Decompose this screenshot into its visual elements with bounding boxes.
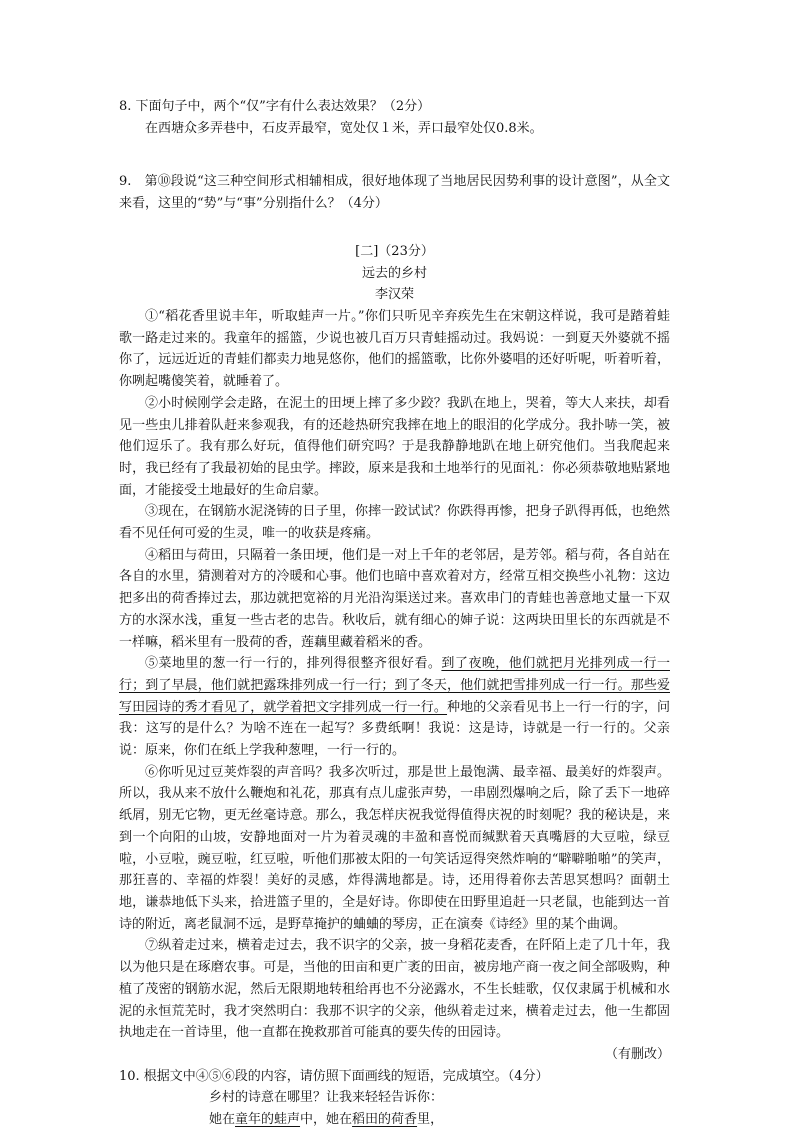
- article-title: 远去的乡村: [361, 265, 427, 281]
- q10-underlined-2: 稻田的荷香: [352, 1112, 418, 1128]
- paragraph-5-intro: ⑤菜地里的葱一行一行的，排列得很整齐很好看。: [145, 656, 442, 672]
- paragraph-7: ⑦纵着走过来，横着走过去，我不识字的父亲，披一身稻花麦香，在阡陌上走了几十年，我以为他只是在琢磨农事。可是，当他的田亩和更广袤的田亩，被房地产商一夜之间全部吸购，种植了茂密的钢筋水泥，然后无限期地转租给再也不分泌露水，不生长蛙歌，仅仅隶属于机械和水泥的永恒荒芜时，我才突然明白：我那不识字的父亲，他纵着走过来，横着走过去，他一生都固执地走在一首诗里，他一直都在挽救那首可能真的要失传的田园诗。: [119, 938, 670, 1041]
- question-8: [119, 96, 670, 139]
- q10-text-c: 里，: [417, 1112, 444, 1128]
- question-10-line-1: 乡村的诗意在哪里？让我来轻轻告诉你：: [209, 1090, 444, 1106]
- paragraph-5-rest: 种地的父亲看见书上一行一行的字，问我：这写的是什么？为啥不连在一起写？多费纸啊！我说：这是诗，诗就是一行一行的。父亲说：原来，你们在纸上学我种葱哩，一行一行的。: [119, 699, 670, 759]
- q10-text-b: 中，她在: [300, 1112, 353, 1128]
- question-8-prompt: 8. 下面句子中，两个“仅”字有什么表达效果？（2分）: [119, 99, 431, 114]
- paragraph-6: ⑥你听见过豆荚炸裂的声音吗？我多次听过，那是世上最饱满、最幸福、最美好的炸裂声。所以，我从来不放什么鞭炮和礼花，那真有点儿虚张声势，一串剧烈爆响之后，除了丢下一地碎纸屑，别无它物，更无丝毫诗意。那么，我怎样庆祝我觉得值得庆祝的时刻呢？我的秘诀是，来到一个向阳的山坡，安静地面对一片为着灵魂的丰盈和喜悦而缄默着天真嘴唇的大豆啦，绿豆啦，小豆啦，豌豆啦，红豆啦，听他们那被太阳的一句笑话逗得突然炸响的“噼噼啪啪”的笑声，那狂喜的、幸福的炸裂！美好的灵感，炸得满地都是。诗，还用得着你去苦思冥想吗？面朝土地，谦恭地低下头来，拾进篮子里的，全是好诗。你即使在田野里追赶一只老鼠，也能到达一首诗的附近，离老鼠洞不远，是野草掩护的蛐蛐的琴房，正在演奏《诗经》里的某个曲调。: [119, 764, 670, 932]
- paragraph-5-underlined: 到了夜晚，他们就把月光排列成一行一行；到了早晨，他们就把露珠排列成一行一行；到了冬天，他们就把雪排列成一行一行。那些爱写田园诗的秀才看见了，就学着把文字排列成一行一行。: [119, 656, 670, 715]
- question-9: [119, 171, 670, 214]
- paragraph-1: ①“稻花香里说丰年，听取蛙声一片。”你们只听见辛弃疾先生在宋朝这样说，我可是踏着蛙歌一路走过来的。我童年的摇篮，少说也被几百万只青蛙摇动过。我妈说：一到夏天外婆就不摇你了，远远近近的青蛙们都卖力地晃悠你，他们的摇篮歌，比你外婆唱的还好听呢，听着听着，你咧起嘴傻笑着，就睡着了。: [119, 309, 670, 390]
- article-author: 李汉荣: [374, 287, 414, 303]
- question-8-quote: 在西塘众多弄巷中，石皮弄最窄，宽处仅１米，弄口最窄处仅0.8米。: [145, 120, 543, 136]
- edit-note: （有删改）: [604, 1046, 670, 1062]
- article-body: [119, 306, 670, 1131]
- question-10-line-2: [119, 1109, 670, 1131]
- paragraph-4: ④稻田与荷田，只隔着一条田埂，他们是一对上千年的老邻居，是芳邻。稻与荷，各自站在各自的水里，猜测着对方的冷暖和心事。他们也暗中喜欢着对方，经常互相交换些小礼物：这边把多出的荷香捧过去，那边就把宽裕的月光沿沟渠送过来。喜欢串门的青蛙也善意地丈量一下双方的水深水浅，重复一些古老的忠告。秋收后，就有细心的婶子说：这两块田里长的东西就是不一样嘛，稻米里有一股荷的香，莲藕里藏着稻米的香。: [119, 547, 670, 650]
- question-9-prompt: 9. 第⑩段说“这三种空间形式相辅相成，很好地体现了当地居民因势利事的设计意图”，从全文来看，这里的“势”与“事”分别指什么？（4分）: [119, 174, 670, 211]
- q10-underlined-1: 童年的蛙声: [235, 1112, 301, 1128]
- paragraph-2: ②小时候刚学会走路，在泥土的田埂上摔了多少跤？我趴在地上，哭着，等大人来扶，却看见一些虫儿排着队赶来参观我，有的还趁热研究我摔在地上的眼泪的化学成分。我扑哧一笑，被他们逗乐了。我有那么好玩，值得他们研究吗？于是我静静地趴在地上研究他们。当我爬起来时，我已经有了我最初始的昆虫学。摔跤，原来是我和土地举行的见面礼：你必须恭敬地贴紧地面，才能接受土地最好的生命启蒙。: [119, 395, 670, 498]
- paragraph-3: ③现在，在钢筋水泥浇铸的日子里，你摔一跤试试？你跌得再惨，把身子趴得再低，也绝然看不见任何可爱的生灵，唯一的收获是疼痛。: [119, 504, 670, 542]
- section-heading: [119, 241, 670, 306]
- section-header: [二]（23分）: [355, 244, 434, 259]
- paragraph-5: [119, 653, 670, 762]
- question-10-prompt: 10. 根据文中④⑤⑥段的内容，请仿照下面画线的短语，完成填空。（4分）: [119, 1068, 549, 1084]
- q10-text-a: 她在: [209, 1112, 236, 1128]
